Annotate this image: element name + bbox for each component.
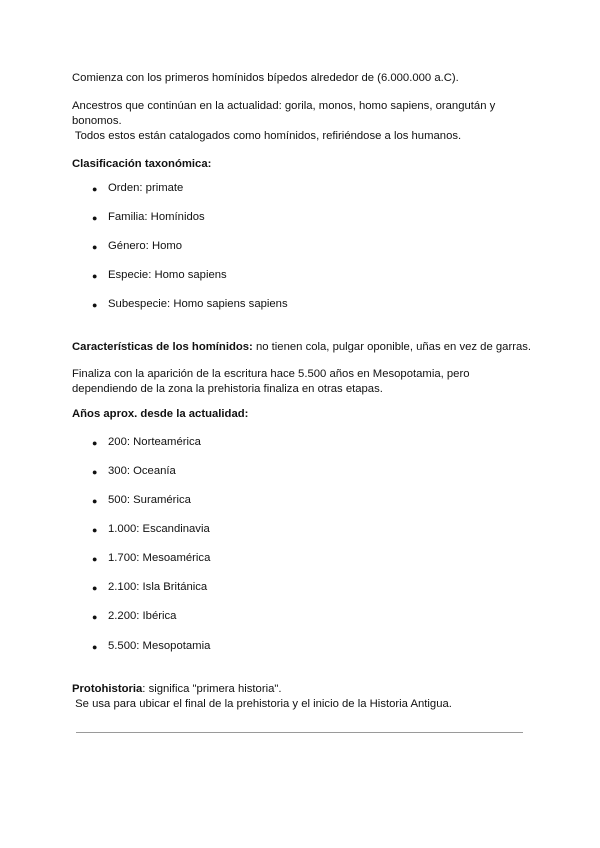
list-item: 2.100: Isla Británica xyxy=(108,581,208,593)
bullet-icon: ● xyxy=(92,184,98,194)
list-item: 500: Suramérica xyxy=(108,494,191,506)
protohistory-label: Protohistoria xyxy=(72,683,143,695)
end-line-1: Finaliza con la aparición de la escritura hace 5.500 años en Mesopotamia, pero xyxy=(72,368,470,380)
years-heading: Años aprox. desde la actualidad: xyxy=(72,408,249,420)
list-item: 300: Oceanía xyxy=(108,465,176,477)
characteristics-paragraph xyxy=(72,340,531,355)
protohistory-paragraph xyxy=(72,682,282,697)
list-item: Orden: primate xyxy=(108,182,184,194)
end-line-2: dependiendo de la zona la prehistoria finaliza en otras etapas. xyxy=(72,383,383,395)
horizontal-rule xyxy=(76,732,523,733)
bullet-icon: ● xyxy=(92,467,98,477)
bullet-icon: ● xyxy=(92,213,98,223)
list-item: 5.500: Mesopotamia xyxy=(108,640,211,652)
bullet-icon: ● xyxy=(92,300,98,310)
protohistory-line-2: Se usa para ubicar el final de la prehistoria y el inicio de la Historia Antigua. xyxy=(72,698,452,710)
bullet-icon: ● xyxy=(92,242,98,252)
list-item: 1.700: Mesoamérica xyxy=(108,552,211,564)
list-item: Subespecie: Homo sapiens sapiens xyxy=(108,298,288,310)
bullet-icon: ● xyxy=(92,583,98,593)
bullet-icon: ● xyxy=(92,642,98,652)
list-item: 1.000: Escandinavia xyxy=(108,523,210,535)
characteristics-label: Características de los homínidos: xyxy=(72,341,253,353)
bullet-icon: ● xyxy=(92,438,98,448)
ancestors-line-1: Ancestros que continúan en la actualidad: gorila, monos, homo sapiens, orangután y xyxy=(72,100,496,112)
list-item: 2.200: Ibérica xyxy=(108,610,177,622)
bullet-icon: ● xyxy=(92,271,98,281)
bullet-icon: ● xyxy=(92,525,98,535)
bullet-icon: ● xyxy=(92,612,98,622)
list-item: Especie: Homo sapiens xyxy=(108,269,227,281)
list-item: 200: Norteamérica xyxy=(108,436,201,448)
characteristics-text: no tienen cola, pulgar oponible, uñas en vez de garras. xyxy=(252,341,532,353)
bullet-icon: ● xyxy=(92,496,98,506)
bullet-icon: ● xyxy=(92,554,98,564)
taxonomy-heading: Clasificación taxonómica: xyxy=(72,158,212,170)
list-item: Familia: Homínidos xyxy=(108,211,205,223)
protohistory-text: : significa "primera historia". xyxy=(142,683,282,695)
intro-paragraph: Comienza con los primeros homínidos bípedos alrededor de (6.000.000 a.C). xyxy=(72,72,459,84)
ancestors-line-3: Todos estos están catalogados como homínidos, refiriéndose a los humanos. xyxy=(72,130,462,142)
ancestors-line-2: bonomos. xyxy=(72,115,122,127)
list-item: Género: Homo xyxy=(108,240,183,252)
